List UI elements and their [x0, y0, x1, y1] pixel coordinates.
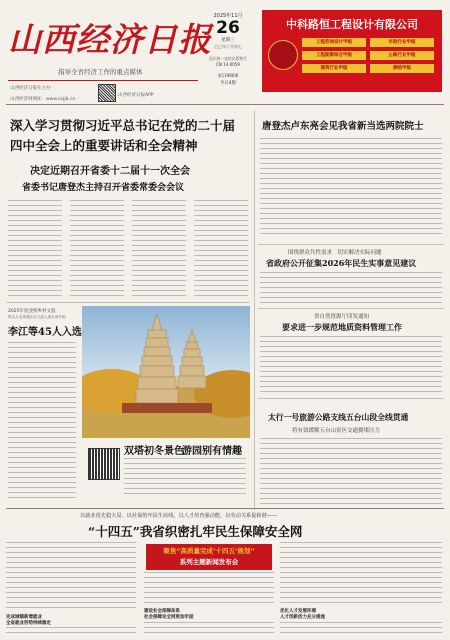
ad-button-4: 公路行业甲级	[370, 51, 434, 60]
bottom-left-sub: 完成城镇新增就业	[6, 615, 42, 620]
photo-caption-area	[82, 440, 250, 504]
issue-cn: CN 14-0059	[216, 62, 240, 67]
ad-button-5: 建筑行业甲级	[302, 64, 366, 73]
vertical-rule	[254, 110, 255, 510]
bottom-mid-body-a	[144, 572, 274, 604]
ad-button-3: 工程勘察综合甲级	[302, 51, 366, 60]
right-low-body	[260, 336, 442, 394]
right-top-headline: 唐登杰卢东亮会见我省新当选两院院士	[262, 121, 424, 132]
bottom-right-col	[280, 540, 444, 636]
photo-title-1: 双塔初冬景色	[124, 446, 184, 457]
date-lunar: 乙巳年十月初七	[214, 44, 242, 49]
issue-pages: 今日4版	[219, 81, 237, 86]
bottom-banner-line-1: 聚焦“高质量完成‘十四五’规划”	[163, 547, 255, 555]
bottom-mid-col	[144, 572, 274, 636]
right-bottom-body	[260, 438, 442, 504]
ad-title: 中科路恒工程设计有限公司	[286, 18, 418, 31]
side-kicker-2: 带头人名单我区汾九县入选名单介绍	[8, 315, 66, 319]
date-day: 26	[216, 18, 240, 38]
issue-info: 国内统一连续出版物号	[209, 56, 247, 61]
right-rule-2	[258, 308, 444, 309]
date-year-month: 2025年11月	[213, 13, 243, 19]
bottom-left-body-a	[6, 542, 136, 610]
bottom-left-col	[6, 540, 138, 636]
date-weekday: 星期三	[221, 38, 235, 43]
masthead-divider	[8, 80, 198, 81]
side-headline: 李江等45人入选	[8, 327, 82, 338]
masthead-rule	[6, 104, 444, 105]
right-top-body	[260, 138, 442, 238]
right-top-story	[258, 112, 444, 242]
lead-headline-2: 四中全会上的重要讲话和全会精神	[10, 138, 198, 153]
photo-title-2: 游园别有情趣	[182, 446, 242, 457]
right-low-headline: 要求进一步规范地质资料管理工作	[282, 322, 402, 332]
bottom-left-body-b	[6, 627, 136, 636]
header-qr-icon	[98, 84, 116, 102]
right-mid-story	[258, 246, 444, 306]
bottom-right-sub-2: 人才创新活力充分涌流	[280, 615, 325, 620]
date-block	[202, 10, 254, 100]
side-body-text	[8, 342, 76, 502]
issue-no: 第11980期	[217, 73, 239, 78]
bottom-banner	[146, 544, 272, 570]
bottom-right-sub: 优化人才发展环境	[280, 609, 316, 614]
right-rule-3	[258, 398, 444, 399]
right-bottom-sub: 将有效缓解五台山景区交通拥堵压力	[292, 428, 381, 434]
right-low-kicker: 省自然资源厅印发通知	[314, 314, 370, 320]
lead-rule	[6, 302, 250, 303]
right-bottom-headline: 太行一号旅游公路支线五台山段全线贯通	[268, 413, 409, 422]
lead-body-text	[8, 200, 248, 298]
bottom-kicker: 以就业优先稳大局，以社保筑牢民生底线，以人才培育强动能，以劳动关系促和谐——	[80, 513, 278, 519]
bottom-right-body-a	[280, 542, 442, 604]
photo-qr-icon	[88, 448, 120, 480]
right-bottom-story	[258, 400, 444, 506]
masthead	[0, 0, 450, 105]
bottom-rule	[6, 508, 444, 509]
bottom-right-body-b	[280, 622, 442, 636]
ad-box	[262, 10, 442, 92]
right-mid-headline: 省政府公开征集2026年民生实事意见建议	[266, 258, 417, 268]
photo-twin-pagodas	[82, 306, 250, 438]
side-story	[6, 306, 82, 506]
lead-headline-1: 深入学习贯彻习近平总书记在党的二十届	[10, 118, 236, 133]
bottom-mid-body-b	[144, 622, 274, 636]
masthead-tagline: 指导全省经济工作的重点媒体	[58, 68, 143, 76]
right-mid-kicker: 围绕群众共性需求 切实解决实际问题	[288, 250, 382, 256]
right-mid-body	[260, 272, 442, 304]
publisher-line: 山西经济日报社主办	[10, 86, 51, 91]
ad-button-1: 工程咨询设计甲级	[302, 38, 366, 47]
bottom-mid-sub: 建设社会保障体系	[144, 609, 180, 614]
ad-emblem-icon	[268, 40, 298, 70]
bottom-feature	[6, 510, 444, 638]
lead-story	[6, 110, 250, 198]
ad-button-2: 市政行业甲级	[370, 38, 434, 47]
right-low-story	[258, 310, 444, 396]
ad-button-6: 测绘甲级	[370, 64, 434, 73]
bottom-headline: “十四五”我省织密扎牢民生保障安全网	[88, 524, 303, 539]
side-kicker: 2025年度登榜乡村文旅	[8, 309, 56, 314]
bottom-banner-line-2: 系列主题新闻发布会	[179, 558, 239, 566]
header-qr-caption: 山西经济日报APP	[118, 93, 154, 98]
lead-sub-2: 省委书记唐登杰主持召开省委常委会会议	[22, 183, 185, 193]
bottom-left-sub-2: 全省就业形势持续稳定	[6, 621, 51, 626]
bottom-mid-sub-2: 社会保障安全网更加牢固	[144, 615, 194, 620]
lead-sub-1: 决定近期召开省委十二届十一次全会	[30, 166, 190, 177]
website-line: 山西经济网网址：www.sxjjb.cn	[10, 97, 76, 102]
masthead-title: 山西经济日报	[8, 20, 212, 59]
pagoda-illustration	[82, 306, 250, 438]
right-rule-1	[258, 244, 444, 245]
photo-caption-text	[124, 458, 246, 498]
